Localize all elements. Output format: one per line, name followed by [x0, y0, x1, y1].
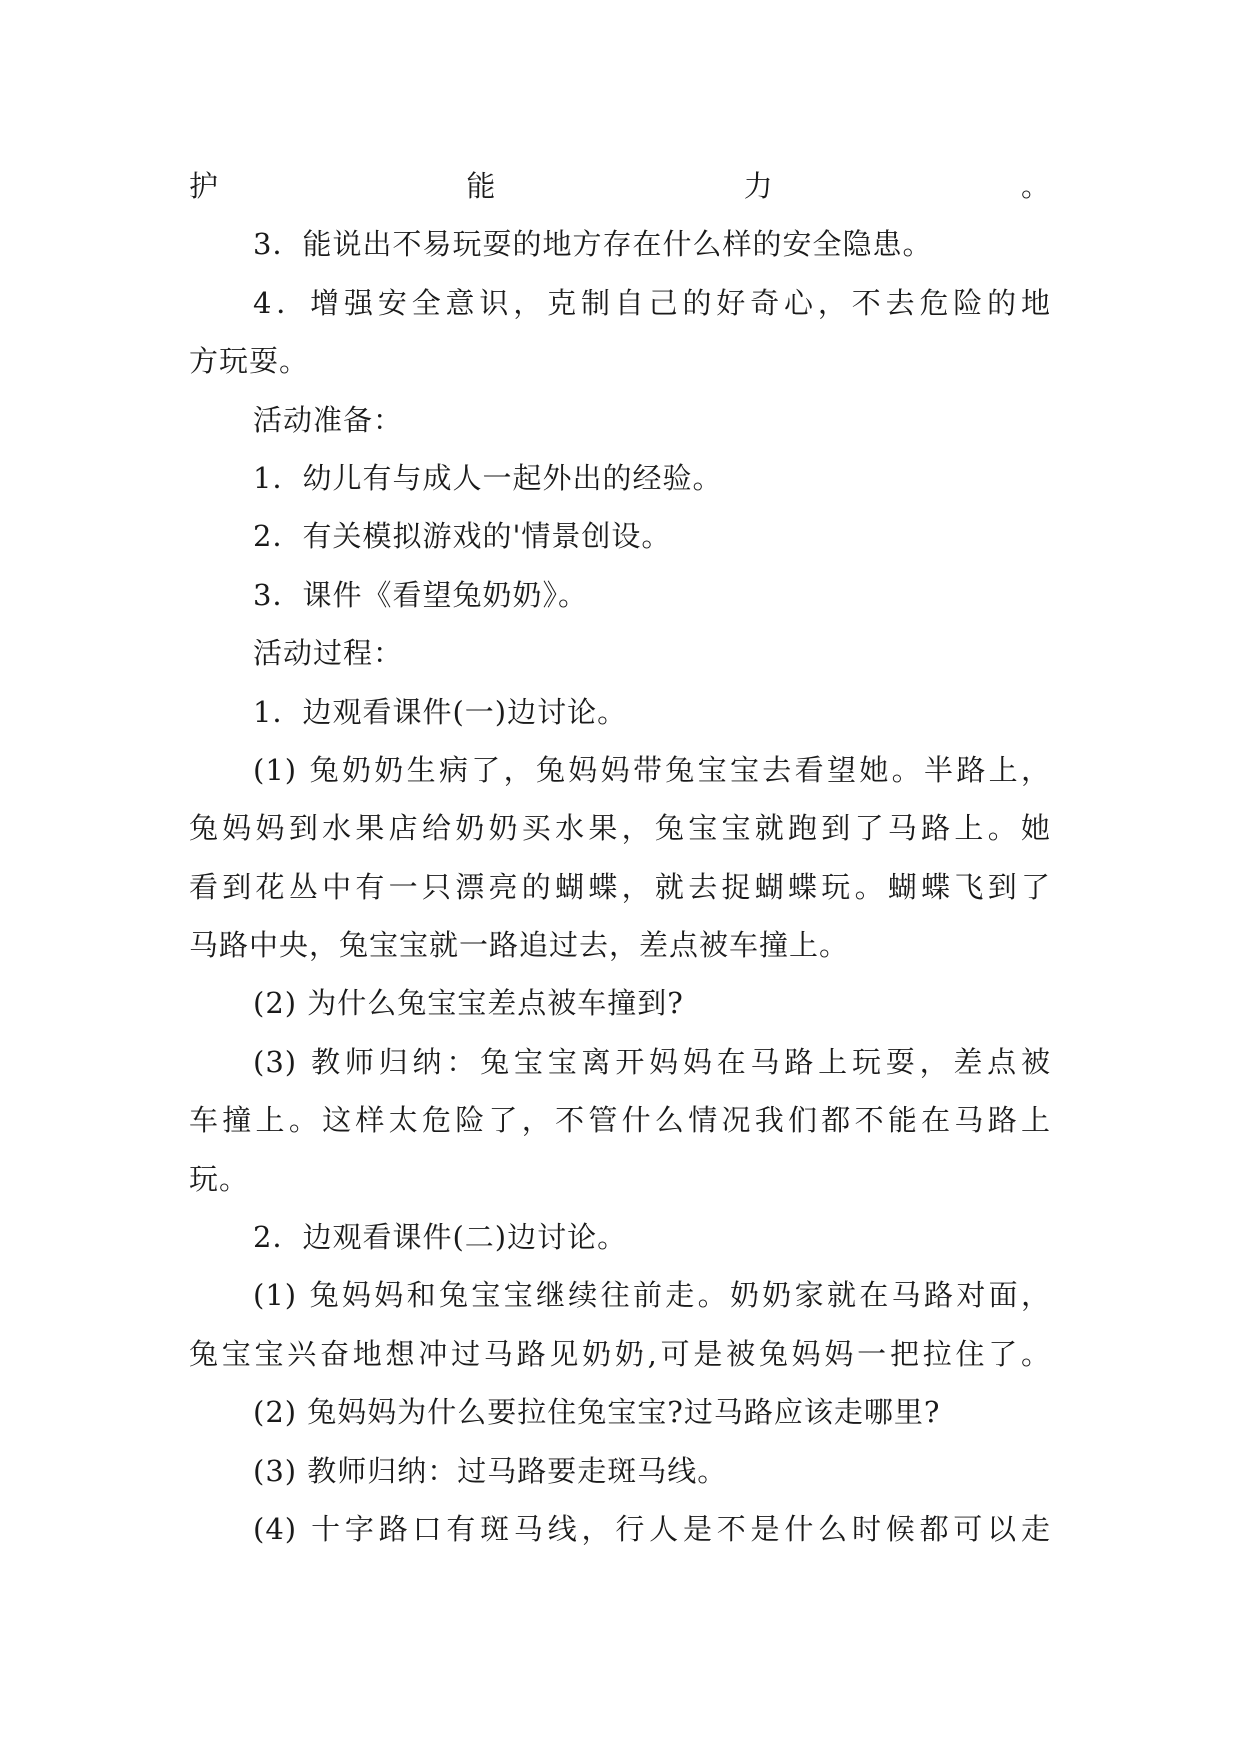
text-line: 4．增强安全意识，克制自己的好奇心，不去危险的地: [253, 285, 1051, 320]
text-line: 兔宝宝兴奋地想冲过马路见奶奶,可是被兔妈妈一把拉住了。: [189, 1336, 1051, 1371]
text-line: (4) 十字路口有斑马线，行人是不是什么时候都可以走: [253, 1511, 1051, 1546]
text-line: 2．边观看课件(二)边讨论。: [253, 1220, 628, 1255]
text-line: 马路中央，兔宝宝就一路追过去，差点被车撞上。: [189, 928, 850, 963]
text-line: 玩。: [189, 1161, 250, 1196]
text-line: (2) 兔妈妈为什么要拉住兔宝宝?过马路应该走哪里?: [253, 1395, 941, 1430]
text-line: 2．有关模拟游戏的'情景创设。: [253, 519, 672, 554]
text-line: 1．边观看课件(一)边讨论。: [253, 694, 628, 729]
text-line: (3) 教师归纳：过马路要走斑马线。: [253, 1453, 728, 1488]
text-line: 方玩耍。: [189, 344, 310, 379]
text-line: 看到花丛中有一只漂亮的蝴蝶，就去捉蝴蝶玩。蝴蝶飞到了: [189, 869, 1051, 904]
text-line: (1) 兔妈妈和兔宝宝继续往前走。奶奶家就在马路对面，: [253, 1278, 1051, 1313]
text-line: (1) 兔奶奶生病了，兔妈妈带兔宝宝去看望她。半路上，: [253, 752, 1051, 787]
document-body: [189, 157, 1051, 1558]
text-line: (3) 教师归纳：兔宝宝离开妈妈在马路上玩耍，差点被: [253, 1044, 1051, 1079]
text-line: (2) 为什么兔宝宝差点被车撞到?: [253, 986, 684, 1021]
text-line: 1．幼儿有与成人一起外出的经验。: [253, 460, 723, 495]
text-line: 护能力。: [189, 169, 1051, 203]
text-line: 兔妈妈到水果店给奶奶买水果，兔宝宝就跑到了马路上。她: [189, 811, 1051, 846]
text-line: 3．能说出不易玩耍的地方存在什么样的安全隐患。: [253, 227, 933, 262]
text-line: 车撞上。这样太危险了，不管什么情况我们都不能在马路上: [189, 1103, 1051, 1138]
section-heading: 活动过程：: [253, 636, 404, 671]
section-heading: 活动准备：: [253, 402, 404, 437]
text-line: 3．课件《看望兔奶奶》。: [253, 577, 588, 612]
